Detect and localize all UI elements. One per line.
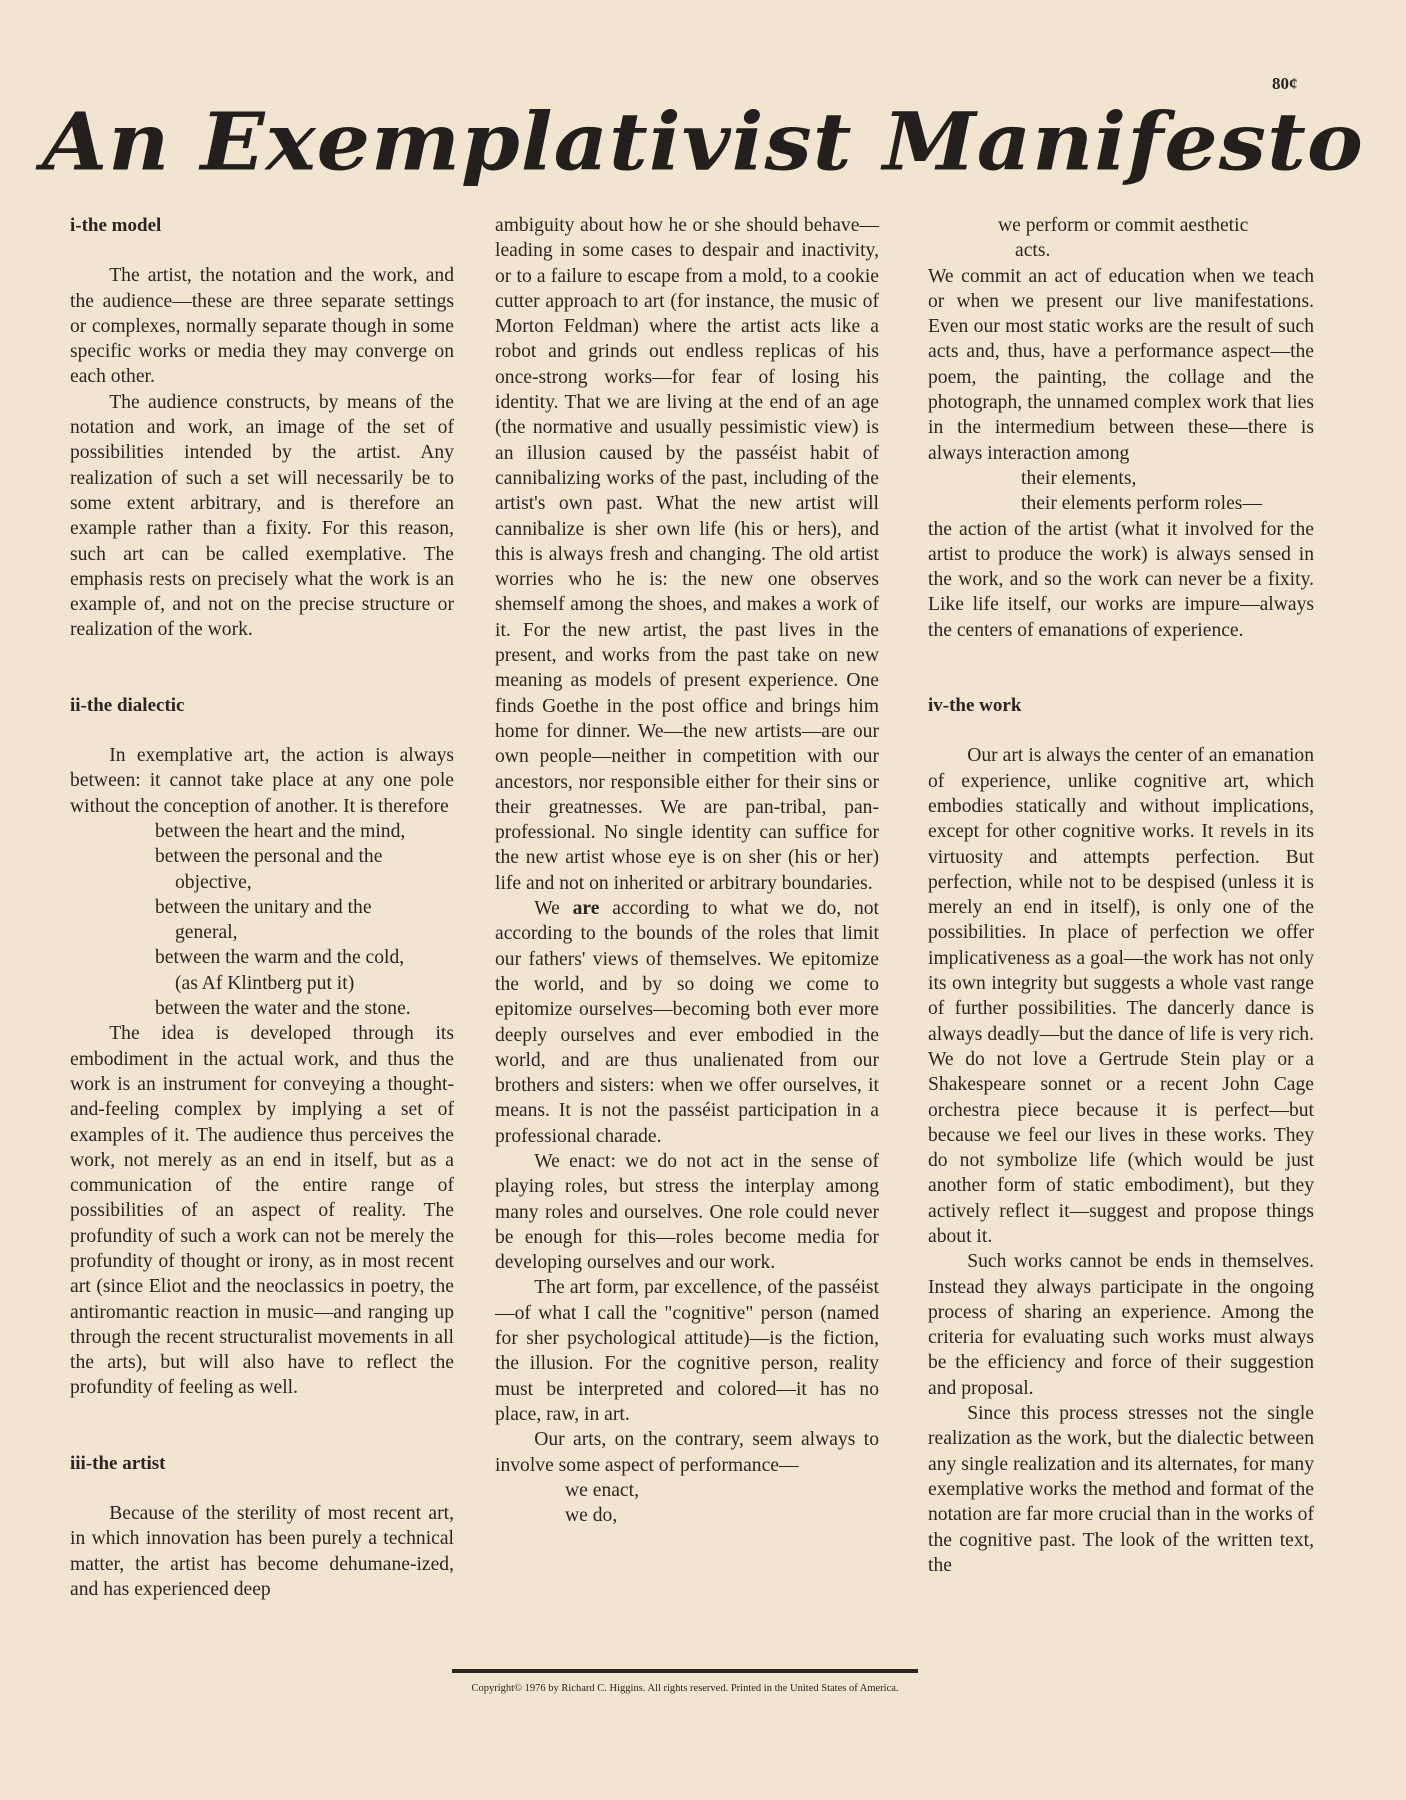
verse-line: their elements perform roles— xyxy=(1021,493,1263,515)
list-item: between the water and the stone. xyxy=(155,998,411,1020)
paragraph xyxy=(495,896,879,1149)
paragraph: We enact: we do not act in the sense of playing roles, but stress the interplay among many roles and ourselves. One role could never be enough for this—roles become media for developing ourselves and our work. xyxy=(495,1150,879,1274)
paragraph: Such works cannot be ends in themselves. Instead they always participate in the ongoing process of sharing an experience. Among the criteria for evaluating such works must always be the efficiency and force of their suggestion and proposal. xyxy=(928,1251,1314,1399)
section-heading-model: i-the model xyxy=(70,215,162,236)
list-item: we do, xyxy=(565,1505,618,1527)
copyright-notice: Copyright© 1976 by Richard C. Higgins. All rights reserved. Printed in the United States of America. xyxy=(471,1683,899,1694)
paragraph: In exemplative art, the action is always between: it cannot take place at any one pole without the conception of another. It is therefore xyxy=(70,745,454,817)
list-item: between the unitary and the xyxy=(155,896,372,918)
emphasis-text: are xyxy=(572,898,600,920)
list-item: between the personal and the xyxy=(155,846,383,868)
spacer xyxy=(70,1476,454,1501)
spacer xyxy=(70,643,454,693)
verse-line: acts. xyxy=(1015,240,1051,262)
list-item: between the heart and the mind, xyxy=(155,820,406,842)
section-heading-dialectic: ii-the dialectic xyxy=(70,694,185,716)
footer-rule xyxy=(452,1669,918,1673)
paragraph: The idea is developed through its embodiment in the actual work, and thus the work is an instrument for conveying a thought-and-feeling complex by implying a set of examples of it. The audience thus perceives the work, not merely as an end in itself, but as a communication of the entire range of possibilities of an aspect of reality. The profundity of such a work can not be merely the profundity of thought or irony, as in most recent art (since Eliot and the neoclassics in poetry, the antiromantic reaction in music—and ranging up through the recent structuralist movements in all the arts), but will also have to reflect the profundity of feeling as well. xyxy=(70,1023,454,1399)
paragraph: The audience constructs, by means of the notation and work, an image of the set of possibilities intended by the artist. Any realization of such a set will necessarily be to some extent arbitrary, and is therefore an example rather than a fixity. For this reason, such art can be called exemplative. The emphasis rests on precisely what the work is an example of, and not on the precise structure or realization of the work. xyxy=(70,391,454,641)
spacer xyxy=(928,643,1314,693)
paragraph: The art form, par excellence, of the passéist—of what I call the "cognitive" person (named for sher psychological attitude)—is the fiction, the illusion. For the cognitive person, reality must be interpreted and colored—it has no place, raw, in art. xyxy=(495,1277,879,1425)
spacer xyxy=(70,1401,454,1451)
spacer xyxy=(70,718,454,743)
paragraph: Our arts, on the contrary, seem always to involve some aspect of performance— xyxy=(495,1429,879,1476)
section-heading-artist: iii-the artist xyxy=(70,1452,166,1474)
spacer xyxy=(70,238,454,263)
column-2 xyxy=(495,213,879,1528)
list-item: we enact, xyxy=(565,1479,639,1501)
column-3 xyxy=(928,213,1314,1578)
list-item: general, xyxy=(175,922,238,944)
paragraph: The artist, the notation and the work, and the audience—these are three separate settings or complexes, normally separate though in some specific works or media they may converge on each other. xyxy=(70,265,454,388)
section-heading-work: iv-the work xyxy=(928,695,1022,717)
paragraph: the action of the artist (what it involved for the artist to produce the work) is always sensed in the work, and so the work can never be a fixity. Like life itself, our works are impure—always the centers of emanations of experience. xyxy=(928,518,1314,641)
verse-line: their elements, xyxy=(1021,467,1137,489)
text-run: We xyxy=(534,898,560,920)
paragraph: Because of the sterility of most recent art, in which innovation has been purely a technical matter, the artist has become dehumane-ized, and has experienced deep xyxy=(70,1503,454,1600)
page-title: An Exemplativist Manifesto xyxy=(42,94,1364,189)
paragraph: Our art is always the center of an emanation of experience, unlike cognitive art, which embodies statically and without implications, except for other cognitive works. It revels in its virtuosity and attempts perfection. But perfection, while not to be despised (unless it is merely an end in itself), is only one of the possibilities. In place of perfection we offer implicativeness as a goal—the work has not only its own integrity but suggests a whole vast range of further possibilities. The dancerly dance is always deadly—but the dance of life is very rich. We do not love a Gertrude Stein play or a Shakespeare sonnet or a recent John Cage orchestra piece because it is perfect—but because we feel our lives in these works. They do not symbolize life (which would be just another form of static embodiment), but they actively reflect it—suggest and propose things about it. xyxy=(928,745,1314,1247)
text-run: according to what we do, not according to the bounds of the roles that limit our fathers' views of themselves. We epitomize the world, and by so doing we come to epitomize ourselves—becoming both ever more deeply ourselves and ever embodied in the world, and are thus unalienated from our brothers and sisters: when we offer ourselves, it means. It is not the passéist participation in a professional charade. xyxy=(495,898,880,1147)
paragraph: ambiguity about how he or she should behave—leading in some cases to despair and inactivity, or to a failure to escape from a mold, to a cookie cutter approach to art (for instance, the music of Morton Feldman) where the artist acts like a robot and grinds out endless replicas of his once-strong works—for fear of losing his identity. That we are living at the end of an age (the normative and usually pessimistic view) is an illusion caused by the passéist habit of cannibalizing works of the past, including of the artist's own past. What the new artist will cannibalize is sher own life (his or hers), and this is always fresh and changing. The old artist worries who he is: the new one observes shemself among the shoes, and makes a work of it. For the new artist, the past lives in the present, and works from the past take on new meaning as models of present experience. One finds Goethe in the post office and brings him home for dinner. We—the new artists—are our own people—neither in competition with our ancestors, nor responsible either for their sins or their greatnesses. We are pan-tribal, pan-professional. No single identity can suffice for the new artist whose eye is on sher (his or her) life and not on inherited or arbitrary boundaries. xyxy=(495,215,879,894)
price-label: 80¢ xyxy=(1272,74,1298,93)
spacer xyxy=(928,718,1314,743)
paragraph: Since this process stresses not the single realization as the work, but the dialectic between any single realization and its alternates, for many exemplative works the method and format of the notation are far more crucial than in the works of the cognitive past. The look of the written text, the xyxy=(928,1403,1314,1576)
list-item: (as Af Klintberg put it) xyxy=(175,972,355,994)
verse-line: we perform or commit aesthetic xyxy=(998,215,1249,236)
list-item: between the warm and the cold, xyxy=(155,947,405,969)
paragraph: We commit an act of education when we teach or when we present our live manifestations. Even our most static works are the result of such acts and, thus, have a performance aspect—the poem, the painting, the collage and the photograph, the unnamed complex work that lies in the intermedium between these—there is always interaction among xyxy=(928,265,1314,464)
column-1 xyxy=(70,213,454,1602)
list-item: objective, xyxy=(175,871,252,893)
